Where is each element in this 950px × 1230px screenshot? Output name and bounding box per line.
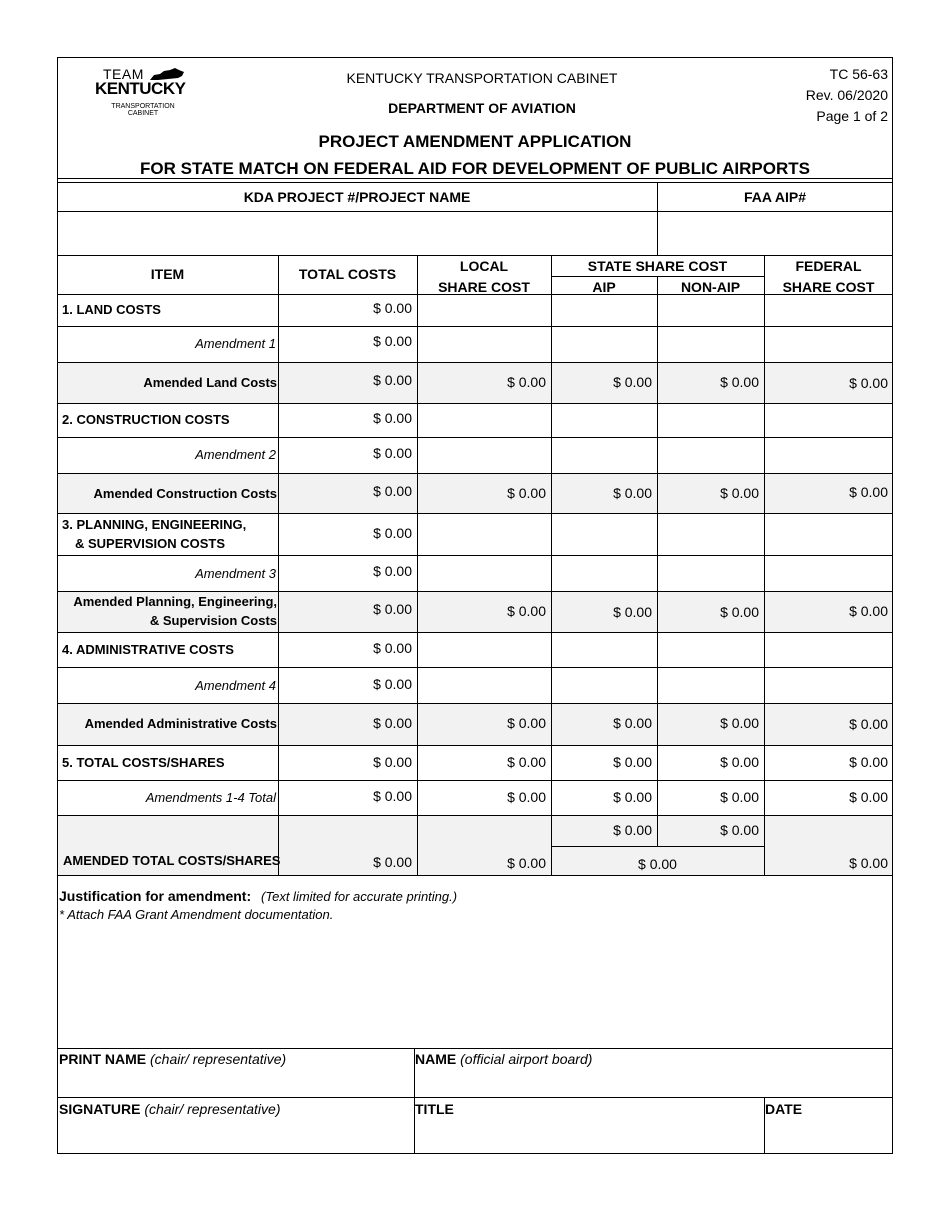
logo-state-text: KENTUCKY xyxy=(95,79,186,98)
amended-construction-total: $ 0.00 xyxy=(373,483,412,499)
justification-input[interactable] xyxy=(62,930,888,1040)
amendments-total-nonaip: $ 0.00 xyxy=(720,789,759,805)
row-amended-administrative: Amended Administrative Costs xyxy=(84,716,277,731)
grid-line xyxy=(57,875,893,876)
totals-aip: $ 0.00 xyxy=(613,754,652,770)
page-number: Page 1 of 2 xyxy=(816,108,888,124)
row-planning-costs-2: & SUPERVISION COSTS xyxy=(75,536,226,551)
amended-administrative-aip: $ 0.00 xyxy=(613,715,652,731)
row-administrative-costs: 4. ADMINISTRATIVE COSTS xyxy=(62,642,234,657)
header-divider xyxy=(57,178,893,179)
col-state-share: STATE SHARE COST xyxy=(587,258,728,274)
amendments-total-total: $ 0.00 xyxy=(373,788,412,804)
signature-note: (chair/ representative) xyxy=(144,1101,281,1117)
logo-sub-2: CABINET xyxy=(127,110,159,117)
col-local-1: LOCAL xyxy=(459,258,509,274)
row-amended-land: Amended Land Costs xyxy=(143,375,277,390)
amended-land-nonaip: $ 0.00 xyxy=(720,374,759,390)
grid-line xyxy=(417,255,418,875)
signature-label: SIGNATURE xyxy=(59,1101,141,1117)
grid-line xyxy=(57,211,893,212)
title-field[interactable]: TITLE xyxy=(415,1101,454,1117)
totals-federal: $ 0.00 xyxy=(849,754,888,770)
logo-team-text: TEAM xyxy=(103,66,144,82)
grid-line xyxy=(57,591,893,592)
row-amended-construction: Amended Construction Costs xyxy=(93,486,277,501)
totals-nonaip: $ 0.00 xyxy=(720,754,759,770)
amended-total-aip: $ 0.00 xyxy=(613,822,652,838)
totals-total: $ 0.00 xyxy=(373,754,412,770)
amended-administrative-local: $ 0.00 xyxy=(507,715,546,731)
amended-construction-federal: $ 0.00 xyxy=(849,484,888,500)
form-subtitle: FOR STATE MATCH ON FEDERAL AID FOR DEVELOPMENT OF PUBLIC AIRPORTS xyxy=(140,159,810,178)
amendment-4-total[interactable]: $ 0.00 xyxy=(373,676,412,692)
amended-planning-local: $ 0.00 xyxy=(507,603,546,619)
signature-field[interactable] xyxy=(59,1101,280,1117)
date-field[interactable]: DATE xyxy=(765,1101,803,1117)
col-local-2: SHARE COST xyxy=(438,279,530,295)
grid-line xyxy=(57,815,893,816)
grid-line xyxy=(57,362,893,363)
col-federal-1: FEDERAL xyxy=(795,258,862,274)
grid-line xyxy=(57,1048,893,1049)
amended-land-total: $ 0.00 xyxy=(373,372,412,388)
grid-line xyxy=(57,326,893,327)
grid-line xyxy=(57,703,893,704)
department-name: DEPARTMENT OF AVIATION xyxy=(388,100,576,116)
print-name-note: (chair/ representative) xyxy=(150,1051,287,1067)
grid-line xyxy=(57,745,893,746)
grid-line xyxy=(57,632,893,633)
form-revision: Rev. 06/2020 xyxy=(805,87,888,103)
grid-line xyxy=(57,403,893,404)
grid-line xyxy=(551,846,764,847)
col-item: ITEM xyxy=(150,266,185,282)
row-total-costs-shares: 5. TOTAL COSTS/SHARES xyxy=(62,755,225,770)
row-amended-total: AMENDED TOTAL COSTS/SHARES xyxy=(63,853,281,868)
construction-total[interactable]: $ 0.00 xyxy=(373,410,412,426)
col-total-costs: TOTAL COSTS xyxy=(298,266,397,282)
grid-line xyxy=(57,780,893,781)
amended-administrative-nonaip: $ 0.00 xyxy=(720,715,759,731)
kda-project-label: KDA PROJECT #/PROJECT NAME xyxy=(243,189,471,205)
col-non-aip: NON-AIP xyxy=(680,279,741,295)
form-title: PROJECT AMENDMENT APPLICATION xyxy=(318,132,632,151)
amended-planning-aip: $ 0.00 xyxy=(613,604,652,620)
grid-line xyxy=(278,255,279,875)
amended-planning-nonaip: $ 0.00 xyxy=(720,604,759,620)
form-number: TC 56-63 xyxy=(829,66,888,82)
justification-attach-note: * Attach FAA Grant Amendment documentation. xyxy=(59,907,334,922)
amendments-total-federal: $ 0.00 xyxy=(849,789,888,805)
grid-line xyxy=(57,513,893,514)
amended-construction-local: $ 0.00 xyxy=(507,485,546,501)
agency-name: KENTUCKY TRANSPORTATION CABINET xyxy=(346,70,618,86)
amended-administrative-total: $ 0.00 xyxy=(373,715,412,731)
amended-land-aip: $ 0.00 xyxy=(613,374,652,390)
grid-line xyxy=(57,555,893,556)
amended-total-total: $ 0.00 xyxy=(373,854,412,870)
amended-planning-total: $ 0.00 xyxy=(373,601,412,617)
faa-aip-label: FAA AIP# xyxy=(744,189,806,205)
amended-administrative-federal: $ 0.00 xyxy=(849,716,888,732)
amended-construction-nonaip: $ 0.00 xyxy=(720,485,759,501)
totals-local: $ 0.00 xyxy=(507,754,546,770)
logo-sub-1: TRANSPORTATION xyxy=(111,103,175,110)
col-aip: AIP xyxy=(592,279,616,295)
amended-construction-aip: $ 0.00 xyxy=(613,485,652,501)
board-name-note: (official airport board) xyxy=(460,1051,593,1067)
row-amendment-3: Amendment 3 xyxy=(195,566,276,581)
justification-note: (Text limited for accurate printing.) xyxy=(261,889,458,904)
board-name-field[interactable] xyxy=(415,1051,592,1067)
amendment-1-total[interactable]: $ 0.00 xyxy=(373,333,412,349)
amended-total-state-combined: $ 0.00 xyxy=(638,856,677,872)
grid-line xyxy=(657,276,658,846)
amended-total-nonaip: $ 0.00 xyxy=(720,822,759,838)
col-federal-2: SHARE COST xyxy=(782,279,875,295)
grid-line xyxy=(551,255,552,875)
justification-label: Justification for amendment: xyxy=(59,888,252,904)
row-amended-planning-1: Amended Planning, Engineering, xyxy=(73,594,277,609)
grid-line xyxy=(57,437,893,438)
amended-total-federal: $ 0.00 xyxy=(849,855,888,871)
amended-land-local: $ 0.00 xyxy=(507,374,546,390)
grid-line xyxy=(57,255,893,256)
amended-total-local: $ 0.00 xyxy=(507,855,546,871)
print-name-field[interactable] xyxy=(59,1051,286,1067)
row-amendments-total: Amendments 1-4 Total xyxy=(145,790,276,805)
row-amendment-4: Amendment 4 xyxy=(195,678,276,693)
administrative-total[interactable]: $ 0.00 xyxy=(373,640,412,656)
print-name-label: PRINT NAME xyxy=(59,1051,147,1067)
justification-heading xyxy=(59,888,457,905)
row-amended-planning-2: & Supervision Costs xyxy=(149,613,277,628)
amendment-3-total[interactable]: $ 0.00 xyxy=(373,563,412,579)
grid-line xyxy=(57,667,893,668)
row-planning-costs-1: 3. PLANNING, ENGINEERING, xyxy=(62,517,247,532)
row-amendment-1: Amendment 1 xyxy=(195,336,276,351)
row-land-costs: 1. LAND COSTS xyxy=(62,302,161,317)
row-amendment-2: Amendment 2 xyxy=(195,447,276,462)
row-construction-costs: 2. CONSTRUCTION COSTS xyxy=(62,412,230,427)
amendment-2-total[interactable]: $ 0.00 xyxy=(373,445,412,461)
land-total[interactable]: $ 0.00 xyxy=(373,300,412,316)
planning-total[interactable]: $ 0.00 xyxy=(373,525,412,541)
header-divider xyxy=(57,182,893,183)
board-name-label: NAME xyxy=(415,1051,457,1067)
logo-subtitle xyxy=(103,103,183,117)
amended-land-federal: $ 0.00 xyxy=(849,375,888,391)
grid-line xyxy=(764,255,765,875)
amendments-total-local: $ 0.00 xyxy=(507,789,546,805)
amended-planning-federal: $ 0.00 xyxy=(849,603,888,619)
grid-line xyxy=(57,1097,893,1098)
amendments-total-aip: $ 0.00 xyxy=(613,789,652,805)
grid-line xyxy=(57,473,893,474)
